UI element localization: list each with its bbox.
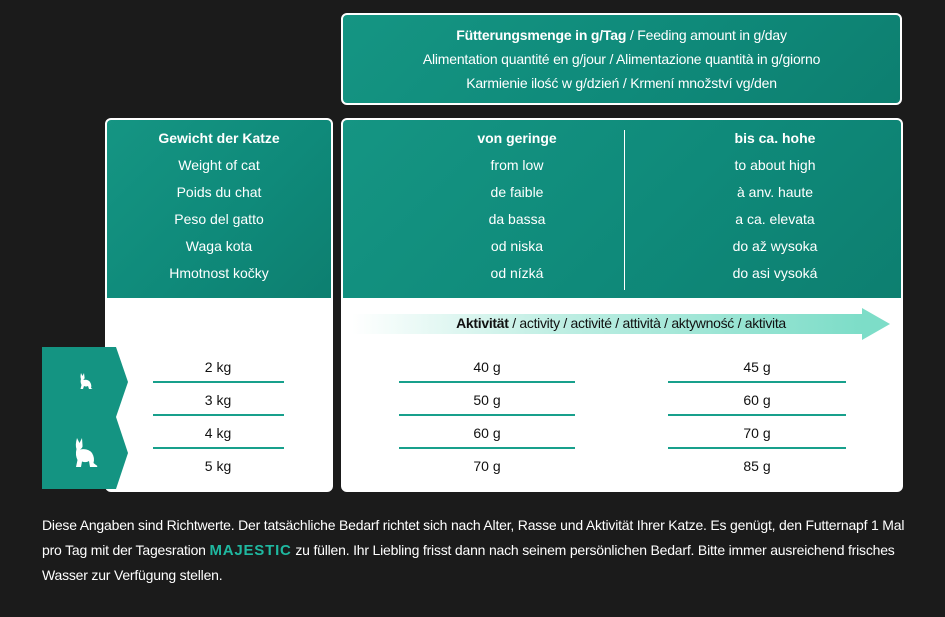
activity-translations: / activity / activité / attività / aktywność / aktivita (508, 315, 786, 331)
high-label: a ca. elevata (735, 211, 815, 227)
column-divider (624, 130, 625, 290)
low-value: 50 g (473, 392, 501, 408)
low-label: od niska (490, 238, 544, 254)
large-cat-icon (72, 436, 100, 468)
low-label: od nízká (490, 265, 544, 281)
weight-label: Weight of cat (178, 157, 260, 173)
feeding-table-header (343, 120, 901, 298)
low-title: von geringe (477, 130, 557, 146)
low-label: from low (490, 157, 544, 173)
row-underline (153, 447, 284, 449)
low-label: da bassa (488, 211, 546, 227)
high-value: 85 g (743, 458, 771, 474)
high-label: à anv. haute (736, 184, 814, 200)
feeding-amount-header (341, 13, 902, 105)
weight-label: Poids du chat (176, 184, 262, 200)
row-underline (668, 414, 846, 416)
small-cat-tab (42, 347, 128, 417)
footer-text-2: zu füllen. Ihr Liebling frisst dann nach seinem persönlichen Bedarf. Bitte immer ausreichend frisches Wasser zur Verfügung stellen. (42, 542, 895, 583)
header-line-fr-it: Alimentation quantité en g/jour / Alimentazione quantità in g/giorno (422, 51, 821, 67)
weight-label: Hmotnost kočky (169, 265, 269, 281)
high-value: 45 g (743, 359, 771, 375)
low-value: 70 g (473, 458, 501, 474)
high-value: 70 g (743, 425, 771, 441)
high-label: do asi vysoká (732, 265, 818, 281)
brand-name: MAJESTIC (209, 542, 292, 559)
large-cat-tab (42, 417, 128, 487)
row-underline (668, 381, 846, 383)
row-underline (399, 381, 575, 383)
activity-title: Aktivität (456, 315, 509, 331)
weight-value: 3 kg (204, 392, 232, 408)
weight-label: Waga kota (185, 238, 253, 254)
high-activity-header (655, 125, 895, 287)
header-title-en: / Feeding amount in g/day (626, 27, 787, 43)
activity-label (352, 315, 890, 331)
weight-label: Peso del gatto (174, 211, 264, 227)
high-title: bis ca. hohe (734, 130, 816, 146)
row-underline (399, 447, 575, 449)
activity-arrow (352, 308, 890, 340)
footer-note (42, 513, 922, 588)
weight-value: 5 kg (204, 458, 232, 474)
weight-value: 2 kg (204, 359, 232, 375)
small-cat-icon (78, 372, 94, 390)
header-line-pl-cz: Karmienie ilość w g/dzień / Krmení množství vg/den (466, 75, 777, 91)
header-title: Fütterungsmenge in g/Tag (456, 27, 627, 43)
row-underline (668, 447, 846, 449)
weight-column-header (107, 120, 331, 298)
row-underline (399, 414, 575, 416)
footer-text-1: Diese Angaben sind Richtwerte. Der tatsächliche Bedarf richtet sich nach Alter, Rasse und Aktivität Ihrer Katze. Es genügt, den Futternapf 1 Mal pro Tag mit der Tagesration (42, 517, 905, 558)
weight-value: 4 kg (204, 425, 232, 441)
low-label: de faible (490, 184, 544, 200)
low-value: 40 g (473, 359, 501, 375)
high-label: do až wysoka (732, 238, 818, 254)
low-value: 60 g (473, 425, 501, 441)
high-value: 60 g (743, 392, 771, 408)
high-label: to about high (734, 157, 816, 173)
row-underline (153, 381, 284, 383)
low-activity-header (397, 125, 637, 287)
weight-title: Gewicht der Katze (158, 130, 280, 146)
row-underline (153, 414, 284, 416)
